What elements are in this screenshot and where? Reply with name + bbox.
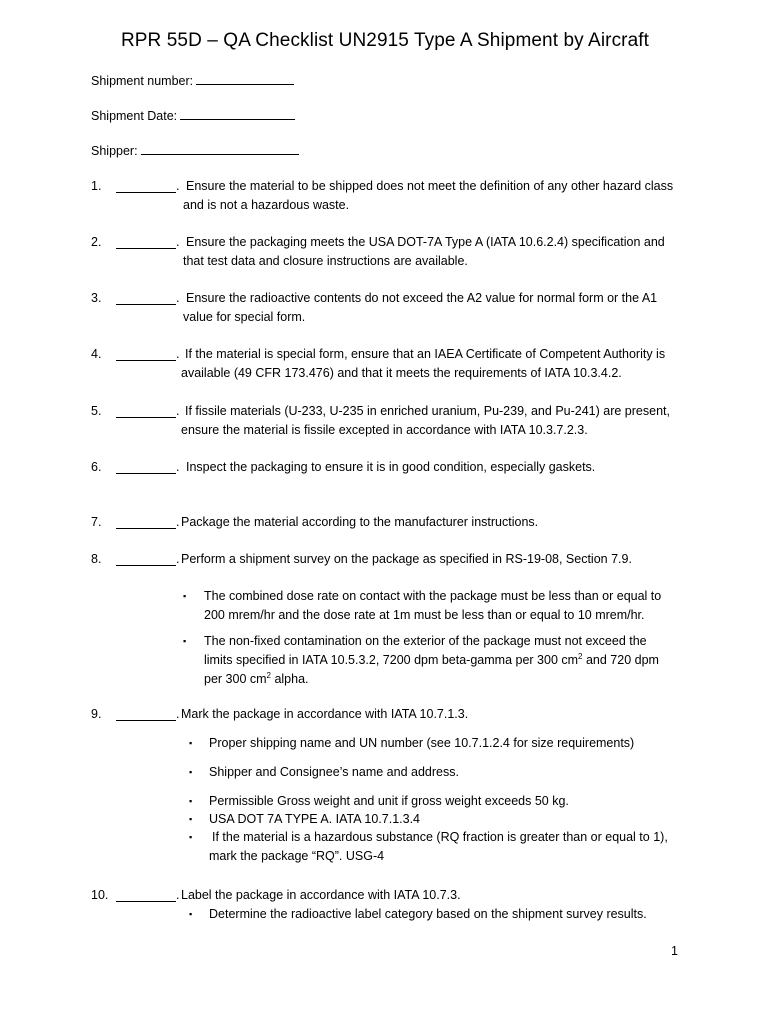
item-text: Mark the package in accordance with IATA 10.7.1.3.	[181, 707, 469, 721]
bullet-text: Permissible Gross weight and unit if gross weight exceeds 50 kg.	[209, 794, 569, 808]
shipment-number-label: Shipment number:	[91, 74, 194, 88]
checklist-blank[interactable]	[116, 889, 176, 902]
item-number: 7.	[91, 515, 102, 529]
checklist-blank[interactable]	[116, 236, 176, 249]
bullet-icon: ▪	[189, 796, 193, 806]
checklist-blank[interactable]	[116, 348, 176, 361]
item-text: Inspect the packaging to ensure it is in good condition, especially gaskets.	[186, 460, 596, 474]
item-text: If the material is special form, ensure that an IAEA Certificate of Competent Authority is available (49 CFR 173.476) and that it meets the requirements of IATA 10.3.4.2.	[181, 347, 666, 380]
shipment-date-field[interactable]	[91, 107, 295, 123]
page-number: 1	[671, 944, 678, 958]
checklist-item-2: 2. . Ensure the packaging meets the USA DOT-7A Type A (IATA 10.6.2.4) specification and that test data and closure instructions are available.	[0, 233, 770, 273]
item-number: 9.	[91, 707, 102, 721]
checklist-item-10: 10. . Label the package in accordance with IATA 10.7.3.	[0, 886, 770, 906]
bullet-icon: ▪	[189, 767, 193, 777]
bullet-text: The combined dose rate on contact with the package must be less than or equal to 200 mrem/hr and the dose rate at 1m must be less than or equal to 10 mrem/hr.	[204, 589, 662, 622]
checklist-item-3: 3. . Ensure the radioactive contents do not exceed the A2 value for normal form or the A1 value for special form.	[0, 289, 770, 329]
checklist-blank[interactable]	[116, 292, 176, 305]
checklist-item-6: 6. . Inspect the packaging to ensure it is in good condition, especially gaskets.	[0, 458, 770, 478]
checklist-blank[interactable]	[116, 708, 176, 721]
shipment-date-label: Shipment Date:	[91, 109, 178, 123]
checklist-item-5: 5. . If fissile materials (U-233, U-235 in enriched uranium, Pu-239, and Pu-241) are present, ensure the material is fissile excepted in accordance with IATA 10.3.7.2.3.	[0, 402, 770, 442]
shipper-blank[interactable]	[141, 142, 299, 155]
checklist-item-4: 4. . If the material is special form, ensure that an IAEA Certificate of Competent Authority is available (49 CFR 173.476) and that it meets the requirements of IATA 10.3.4.2.	[0, 345, 770, 385]
shipper-field[interactable]	[91, 142, 299, 158]
item-number: 4.	[91, 347, 102, 361]
checklist-blank[interactable]	[116, 461, 176, 474]
shipment-date-blank[interactable]	[180, 107, 295, 120]
checklist-item-7: 7. . Package the material according to the manufacturer instructions.	[0, 513, 770, 533]
item-text: Ensure the radioactive contents do not exceed the A2 value for normal form or the A1 value for special form.	[183, 291, 658, 324]
bullet-text: The non-fixed contamination on the exterior of the package must not exceed the limits specified in IATA 10.5.3.2, 7200 dpm beta-gamma per 300 $cm^2$ and 720 dpm per 300 $cm^2$ alpha.	[204, 634, 659, 686]
page-title: RPR 55D – QA Checklist UN2915 Type A Shipment by Aircraft	[120, 30, 650, 51]
bullet-icon: ▪	[189, 814, 193, 824]
checklist-item-1: 1. . Ensure the material to be shipped does not meet the definition of any other hazard class and is not a hazardous waste.	[0, 177, 770, 217]
item-text: Ensure the material to be shipped does not meet the definition of any other hazard class and is not a hazardous waste.	[183, 179, 674, 212]
item-number: 6.	[91, 460, 102, 474]
item-number: 3.	[91, 291, 102, 305]
item-number: 5.	[91, 404, 102, 418]
item-text: If fissile materials (U-233, U-235 in enriched uranium, Pu-239, and Pu-241) are present, ensure the material is fissile excepted in accordance with IATA 10.3.7.2.3.	[181, 404, 670, 437]
item-number: 10.	[91, 888, 109, 902]
item-number: 8.	[91, 552, 102, 566]
bullet-text: If the material is a hazardous substance (RQ fraction is greater than or equal to 1), mark the package “RQ”. USG-4	[209, 830, 668, 863]
item-text: Package the material according to the manufacturer instructions.	[181, 515, 539, 529]
shipment-number-blank[interactable]	[196, 72, 294, 85]
bullet-icon: ▪	[189, 909, 193, 919]
item-number: 1.	[91, 179, 102, 193]
item-text: Ensure the packaging meets the USA DOT-7A Type A (IATA 10.6.2.4) specification and that test data and closure instructions are available.	[183, 235, 665, 268]
item-text: Perform a shipment survey on the package as specified in RS-19-08, Section 7.9.	[181, 552, 632, 566]
shipper-label: Shipper:	[91, 144, 138, 158]
shipment-number-field[interactable]	[91, 72, 294, 88]
checklist-blank[interactable]	[116, 180, 176, 193]
bullet-text: USA DOT 7A TYPE A. IATA 10.7.1.3.4	[209, 812, 420, 826]
checklist-blank[interactable]	[116, 405, 176, 418]
checklist-blank[interactable]	[116, 553, 176, 566]
item-text: Label the package in accordance with IATA 10.7.3.	[181, 888, 461, 902]
bullet-icon: ▪	[189, 738, 193, 748]
checklist-item-8: 8. . Perform a shipment survey on the package as specified in RS-19-08, Section 7.9.	[0, 550, 770, 570]
bullet-text: Determine the radioactive label category based on the shipment survey results.	[209, 907, 647, 921]
bullet-icon: ▪	[183, 591, 187, 601]
item-number: 2.	[91, 235, 102, 249]
bullet-icon: ▪	[183, 636, 187, 646]
checklist-blank[interactable]	[116, 516, 176, 529]
bullet-text: Shipper and Consignee’s name and address.	[209, 765, 459, 779]
checklist-item-9: 9. . Mark the package in accordance with IATA 10.7.1.3.	[0, 705, 770, 725]
bullet-text: Proper shipping name and UN number (see 10.7.1.2.4 for size requirements)	[209, 736, 635, 750]
bullet-icon: ▪	[189, 832, 193, 842]
